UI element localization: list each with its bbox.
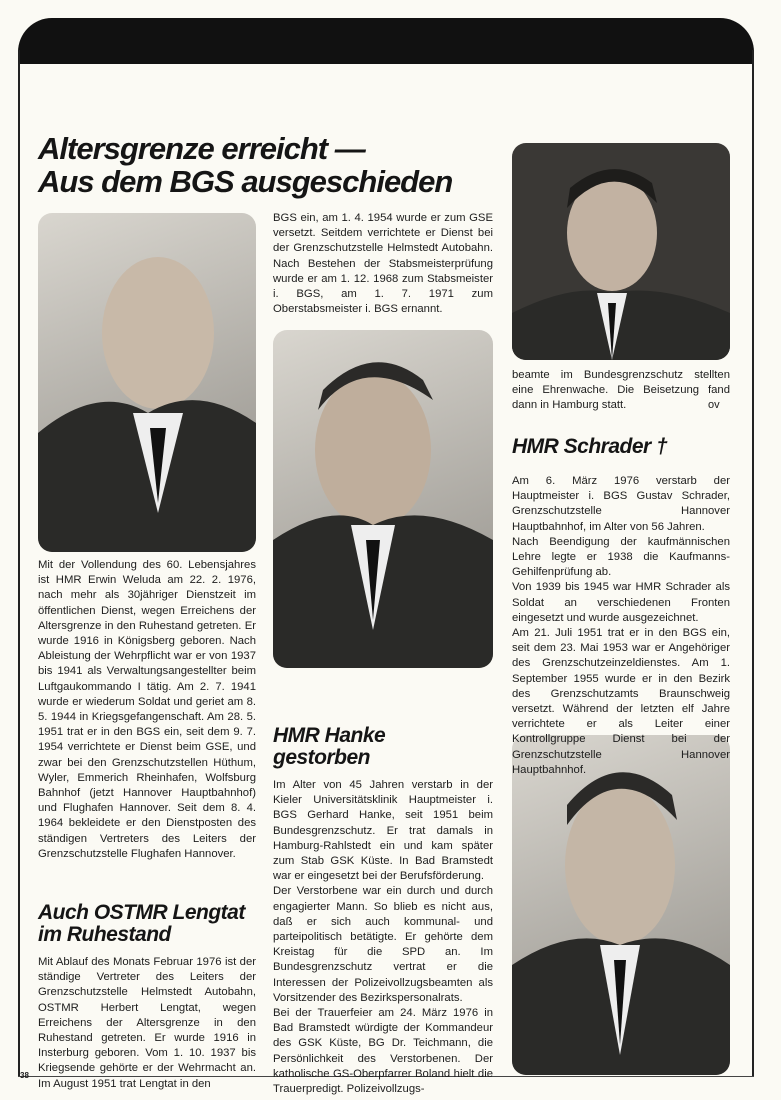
article-lengtat-part1	[38, 955, 256, 1092]
heading-lengtat: Auch OSTMR Lengtat im Ruhestand	[38, 901, 245, 946]
portrait-lengtat	[273, 330, 493, 668]
header-band	[18, 18, 754, 64]
title-line-2: Aus dem BGS ausgeschieden	[38, 164, 453, 199]
cross-icon: †	[656, 435, 668, 458]
paragraph: Von 1939 bis 1945 war HMR Schrader als Soldat an verschiedenen Fronten eingesetzt und wurde ausgezeichnet.	[512, 581, 730, 624]
left-border	[18, 50, 20, 1076]
article-lengtat-part2	[273, 211, 493, 317]
page-number: 38	[20, 1071, 29, 1080]
right-border	[752, 50, 754, 1076]
paragraph: Nach Beendigung der kaufmännischen Lehre legte er 1938 die Kaufmanns-Gehilfenprüfung ab.	[512, 535, 730, 579]
portrait-schrader	[512, 735, 730, 1075]
portrait-weluda	[38, 213, 256, 552]
page-title	[38, 132, 452, 198]
paragraph: Am 6. März 1976 verstarb der Hauptmeister i. BGS Gustav Schrader, Grenzschutzstelle Hannover Hauptbahnhof, im Alter von 56 Jahren.	[512, 475, 730, 533]
article-hanke	[273, 778, 493, 1097]
article-schrader	[512, 474, 730, 778]
paragraph: Der Verstorbene war ein durch und durch engagierter Mann. So blieb es nicht aus, daß er sich auch kommunal- und parteipolitisch betätigte. Er gehörte dem Kreistag für die SPD an. Im Bundesgrenzschutz vertrat er die Interessen der Polizeivollzugsbeamten als Vorsitzender des Bezirkspersonalrats.	[273, 885, 493, 1004]
paragraph: Bei der Trauerfeier am 24. März 1976 in Bad Bramstedt würdigte der Kommandeur des GSK Küste, BG Dr. Teichmann, die Persönlichkeit des Verstorbenen. Der katholische GS-Oberpfarrer Boland hielt die Trauerpredigt. Polizeivollzugs-	[273, 1007, 493, 1096]
paragraph: Mit Ablauf des Monats Februar 1976 ist der ständige Vertreter des Leiters der Grenzschutzstelle Helmstedt Autobahn, OSTMR Herbert Lengtat, wegen Erreichens der Altersgrenze in den Ruhestand getreten. Er wurde 1916 in Insterburg geboren. Vom 1. 10. 1937 bis Kriegsende gehörte er der Wehrmacht an. Im August 1951 trat Lengtat in den	[38, 956, 256, 1090]
author-signature: ov	[708, 399, 720, 411]
paragraph: Im Alter von 45 Jahren verstarb in der Kieler Universitätsklinik Hauptmeister i. BGS Gerhard Hanke, seit 1951 beim Bundesgrenzschutz. Er trat damals in Hamburg-Rahlstedt ein und kam später zum Stab GSK Küste. In Bad Bramstedt war er eingesetzt bei der Berufsförderung.	[273, 779, 493, 883]
heading-hanke: HMR Hanke gestorben	[273, 724, 386, 769]
paragraph: BGS ein, am 1. 4. 1954 wurde er zum GSE versetzt. Seitdem verrichtete er Dienst bei der Grenzschutzstelle Helmstedt Autobahn. Nach Bestehen der Stabsmeisterprüfung wurde er am 1. 12. 1968 zum Stabsmeister i. BGS, am 1. 7. 1971 zum Oberstabsmeister i. BGS ernannt.	[273, 212, 493, 316]
article-weluda	[38, 558, 256, 862]
title-line-1: Altersgrenze erreicht —	[38, 131, 365, 166]
article-hanke-continued	[512, 368, 730, 414]
heading-schrader	[512, 436, 730, 458]
heading-schrader-text: HMR Schrader	[512, 435, 651, 458]
paragraph: Mit der Vollendung des 60. Lebensjahres ist HMR Erwin Weluda am 22. 2. 1976, nach mehr als 30jähriger Dienstzeit im öffentlichen Dienst, wegen Erreichens der Altersgrenze in den Ruhestand getreten. Er wurde 1916 in Königsberg geboren. Nach Ableistung der Wehrpflicht war er von 1937 bis 1941 als Verwaltungsangestellter beim Luftgaukommando I tätig. Am 2. 7. 1941 wurde er wiederum Soldat und geriet am 8. 5. 1944 in Kriegsgefangenschaft. Am 28. 5. 1951 trat er in den BGS ein, seit dem 9. 7. 1954 verrichtete er Dienst beim GSE, und zwar bei den Grenzschutzstellen Hüthum, Wyler, Emmerich Rheinhafen, Wolfsburg Bahnhof (jetzt Hannover Hauptbahnhof) und Flughafen Hannover. Seit dem 8. 4. 1964 bekleidete er den Dienstposten des ständigen Vertreters des Leiters der Grenzschutzstelle Flughafen Hannover.	[38, 559, 256, 860]
paragraph: beamte im Bundesgrenzschutz stellten eine Ehrenwache. Die Beisetzung fand dann in Hamburg statt.	[512, 369, 730, 412]
paragraph: Am 21. Juli 1951 trat er in den BGS ein, seit dem 23. Mai 1953 war er Angehöriger des Grenzschutzeinzeldienstes. Am 1. September 1955 wurde er in den Bezirk des Grenzschutzamts Braunschweig versetzt. Während der letzten elf Jahre verrichtete er als Leiter einer Kontrollgruppe Dienst bei der Grenzschutzstelle Hannover Hauptbahnhof.	[512, 627, 730, 776]
portrait-hanke	[512, 143, 730, 360]
